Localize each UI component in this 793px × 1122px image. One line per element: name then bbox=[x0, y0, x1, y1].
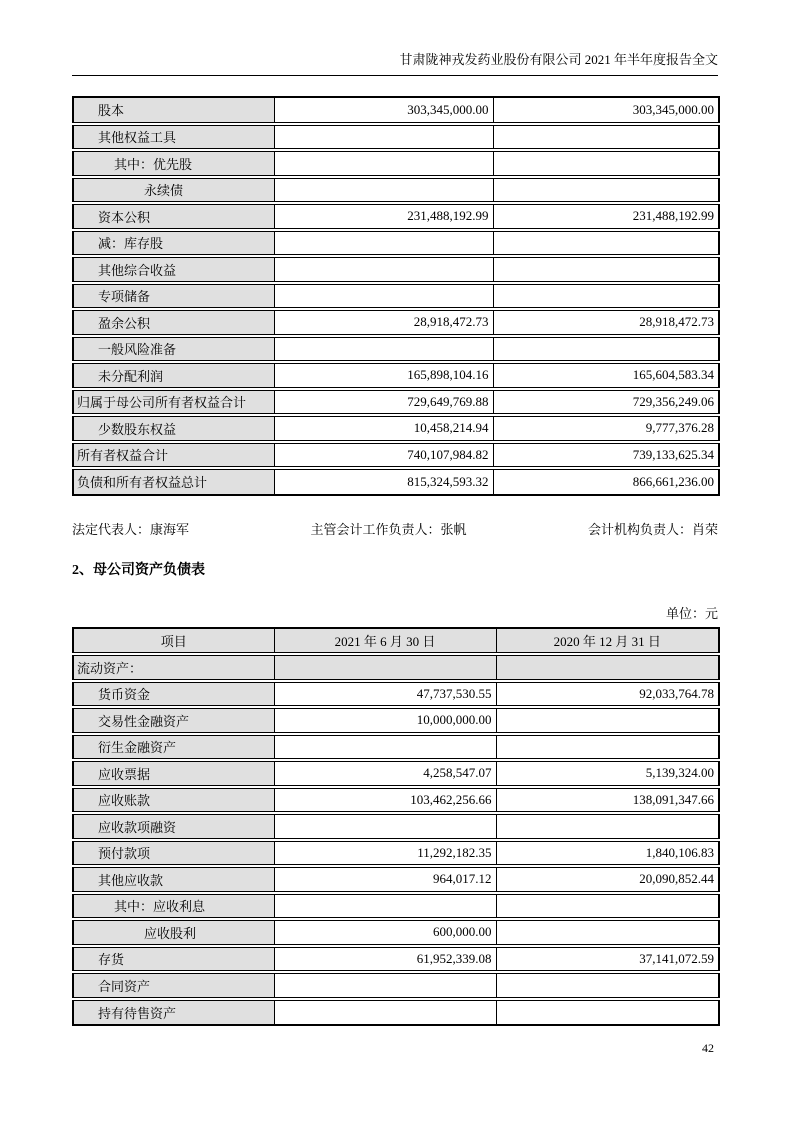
value-current-period: 165,898,104.16 bbox=[274, 362, 493, 389]
table-row bbox=[73, 946, 719, 973]
row-label: 应收股利 bbox=[144, 925, 197, 941]
table-row bbox=[73, 442, 719, 469]
column-header-current-period: 2021 年 6 月 30 日 bbox=[274, 628, 496, 655]
table-row bbox=[73, 124, 719, 151]
value-current-period: 28,918,472.73 bbox=[274, 309, 493, 336]
page-number: 42 bbox=[702, 1041, 714, 1055]
value-current-period: 740,107,984.82 bbox=[274, 442, 493, 469]
row-label: 负债和所有者权益总计 bbox=[77, 475, 208, 491]
value-prior-period: 739,133,625.34 bbox=[493, 442, 719, 469]
row-label: 交易性金融资产 bbox=[98, 713, 190, 729]
table-row bbox=[73, 177, 719, 204]
row-label: 未分配利润 bbox=[98, 368, 164, 384]
row-label: 专项储备 bbox=[98, 289, 151, 305]
value-current-period bbox=[274, 256, 493, 283]
table-row bbox=[73, 389, 719, 416]
row-label: 其他应收款 bbox=[98, 872, 164, 888]
value-prior-period bbox=[493, 256, 719, 283]
row-label-cell bbox=[73, 150, 274, 177]
value-prior-period: 303,345,000.00 bbox=[493, 97, 719, 124]
table-row bbox=[73, 256, 719, 283]
table-row bbox=[73, 654, 719, 681]
parent-company-balance-sheet-table bbox=[72, 627, 720, 1027]
row-label: 衍生金融资产 bbox=[98, 740, 177, 756]
owners-equity-table bbox=[72, 96, 720, 496]
table-row bbox=[73, 150, 719, 177]
page-content bbox=[72, 0, 718, 1056]
value-current-period: 4,258,547.07 bbox=[274, 760, 496, 787]
row-label-cell bbox=[73, 203, 274, 230]
unit-label: 单位：元 bbox=[665, 605, 718, 621]
value-current-period: 10,000,000.00 bbox=[274, 707, 496, 734]
value-current-period: 103,462,256.66 bbox=[274, 787, 496, 814]
value-current-period: 815,324,593.32 bbox=[274, 468, 493, 495]
table-row bbox=[73, 230, 719, 257]
row-label-cell bbox=[73, 362, 274, 389]
value-current-period bbox=[274, 654, 496, 681]
parent-company-table-body bbox=[73, 654, 719, 1025]
value-current-period bbox=[274, 734, 496, 761]
table-row bbox=[73, 468, 719, 495]
value-prior-period bbox=[496, 972, 719, 999]
row-label: 其中：优先股 bbox=[114, 156, 193, 172]
table-row bbox=[73, 999, 719, 1026]
row-label-cell bbox=[73, 919, 274, 946]
value-prior-period: 37,141,072.59 bbox=[496, 946, 719, 973]
row-label-cell bbox=[73, 415, 274, 442]
row-label: 所有者权益合计 bbox=[77, 448, 169, 464]
row-label-cell bbox=[73, 654, 274, 681]
value-current-period bbox=[274, 336, 493, 363]
value-prior-period bbox=[493, 150, 719, 177]
row-label-cell bbox=[73, 468, 274, 495]
row-label: 少数股东权益 bbox=[98, 421, 177, 437]
table-row bbox=[73, 283, 719, 310]
value-prior-period: 729,356,249.06 bbox=[493, 389, 719, 416]
table-row bbox=[73, 866, 719, 893]
row-label: 盈余公积 bbox=[98, 315, 151, 331]
table-row bbox=[73, 893, 719, 920]
chief-accountant-label: 主管会计工作负责人：张帆 bbox=[310, 521, 467, 537]
row-label-cell bbox=[73, 787, 274, 814]
table-header-row bbox=[73, 628, 719, 655]
row-label: 应收票据 bbox=[98, 766, 151, 782]
row-label-cell bbox=[73, 840, 274, 867]
row-label-cell bbox=[73, 442, 274, 469]
value-prior-period bbox=[493, 283, 719, 310]
row-label: 其他综合收益 bbox=[98, 262, 177, 278]
row-label-cell bbox=[73, 389, 274, 416]
row-label: 预付款项 bbox=[98, 846, 151, 862]
value-prior-period bbox=[493, 336, 719, 363]
table-row bbox=[73, 309, 719, 336]
value-current-period bbox=[274, 999, 496, 1026]
value-current-period bbox=[274, 150, 493, 177]
row-label: 应收账款 bbox=[98, 793, 151, 809]
column-header-item: 项目 bbox=[73, 628, 274, 655]
value-prior-period bbox=[496, 893, 719, 920]
row-label: 资本公积 bbox=[98, 209, 151, 225]
value-prior-period bbox=[496, 999, 719, 1026]
document-header: 甘肃陇神戎发药业股份有限公司 2021 年半年度报告全文 bbox=[399, 52, 718, 67]
value-current-period: 61,952,339.08 bbox=[274, 946, 496, 973]
value-prior-period: 165,604,583.34 bbox=[493, 362, 719, 389]
value-current-period: 231,488,192.99 bbox=[274, 203, 493, 230]
value-current-period bbox=[274, 283, 493, 310]
value-prior-period: 231,488,192.99 bbox=[493, 203, 719, 230]
row-label-cell bbox=[73, 256, 274, 283]
table-row bbox=[73, 734, 719, 761]
row-label: 减：库存股 bbox=[98, 236, 164, 252]
value-prior-period bbox=[493, 177, 719, 204]
row-label: 其他权益工具 bbox=[98, 130, 177, 146]
table-row bbox=[73, 336, 719, 363]
row-label: 合同资产 bbox=[98, 978, 151, 994]
table-row bbox=[73, 919, 719, 946]
row-label: 股本 bbox=[98, 103, 125, 119]
value-prior-period: 28,918,472.73 bbox=[493, 309, 719, 336]
row-label: 存货 bbox=[98, 952, 125, 968]
value-current-period bbox=[274, 813, 496, 840]
row-label-cell bbox=[73, 972, 274, 999]
table-row bbox=[73, 97, 719, 124]
value-prior-period bbox=[496, 734, 719, 761]
row-label: 归属于母公司所有者权益合计 bbox=[77, 395, 247, 411]
table-row bbox=[73, 415, 719, 442]
row-label-cell bbox=[73, 999, 274, 1026]
row-label-cell bbox=[73, 893, 274, 920]
row-label-cell bbox=[73, 734, 274, 761]
value-current-period: 11,292,182.35 bbox=[274, 840, 496, 867]
section-heading: 2、母公司资产负债表 bbox=[72, 562, 205, 578]
column-header-prior-period: 2020 年 12 月 31 日 bbox=[496, 628, 719, 655]
row-label-cell bbox=[73, 97, 274, 124]
table-row bbox=[73, 787, 719, 814]
value-prior-period bbox=[493, 124, 719, 151]
table-row bbox=[73, 707, 719, 734]
row-label-cell bbox=[73, 946, 274, 973]
owners-equity-table-body bbox=[73, 97, 719, 495]
value-current-period: 303,345,000.00 bbox=[274, 97, 493, 124]
value-prior-period: 5,139,324.00 bbox=[496, 760, 719, 787]
row-label-cell bbox=[73, 707, 274, 734]
row-label: 永续债 bbox=[144, 183, 184, 199]
row-label-cell bbox=[73, 124, 274, 151]
legal-representative-label: 法定代表人：康海军 bbox=[72, 521, 190, 537]
value-current-period bbox=[274, 972, 496, 999]
value-prior-period: 138,091,347.66 bbox=[496, 787, 719, 814]
table-row bbox=[73, 681, 719, 708]
value-current-period: 964,017.12 bbox=[274, 866, 496, 893]
row-label-cell bbox=[73, 681, 274, 708]
value-current-period bbox=[274, 124, 493, 151]
row-label: 持有待售资产 bbox=[98, 1005, 177, 1021]
row-label: 其中：应收利息 bbox=[114, 899, 206, 915]
value-prior-period bbox=[496, 654, 719, 681]
row-label-cell bbox=[73, 230, 274, 257]
row-label: 流动资产： bbox=[77, 660, 143, 676]
value-current-period bbox=[274, 177, 493, 204]
row-label-cell bbox=[73, 283, 274, 310]
header-divider bbox=[72, 75, 718, 76]
table-row bbox=[73, 813, 719, 840]
signature-line bbox=[72, 522, 718, 538]
value-current-period: 10,458,214.94 bbox=[274, 415, 493, 442]
value-current-period bbox=[274, 230, 493, 257]
row-label-cell bbox=[73, 813, 274, 840]
row-label: 应收款项融资 bbox=[98, 819, 177, 835]
value-prior-period: 1,840,106.83 bbox=[496, 840, 719, 867]
value-current-period: 600,000.00 bbox=[274, 919, 496, 946]
value-current-period: 729,649,769.88 bbox=[274, 389, 493, 416]
row-label-cell bbox=[73, 866, 274, 893]
table-row bbox=[73, 840, 719, 867]
value-prior-period: 20,090,852.44 bbox=[496, 866, 719, 893]
row-label-cell bbox=[73, 309, 274, 336]
accounting-dept-head-label: 会计机构负责人：肖荣 bbox=[587, 521, 718, 537]
row-label: 货币资金 bbox=[98, 687, 151, 703]
value-prior-period: 9,777,376.28 bbox=[493, 415, 719, 442]
value-prior-period bbox=[493, 230, 719, 257]
value-current-period bbox=[274, 893, 496, 920]
row-label-cell bbox=[73, 760, 274, 787]
table-row bbox=[73, 972, 719, 999]
value-prior-period bbox=[496, 919, 719, 946]
table-row bbox=[73, 362, 719, 389]
row-label-cell bbox=[73, 177, 274, 204]
value-prior-period bbox=[496, 813, 719, 840]
value-current-period: 47,737,530.55 bbox=[274, 681, 496, 708]
value-prior-period: 866,661,236.00 bbox=[493, 468, 719, 495]
table-row bbox=[73, 760, 719, 787]
value-prior-period bbox=[496, 707, 719, 734]
value-prior-period: 92,033,764.78 bbox=[496, 681, 719, 708]
table-row bbox=[73, 203, 719, 230]
row-label: 一般风险准备 bbox=[98, 342, 177, 358]
row-label-cell bbox=[73, 336, 274, 363]
